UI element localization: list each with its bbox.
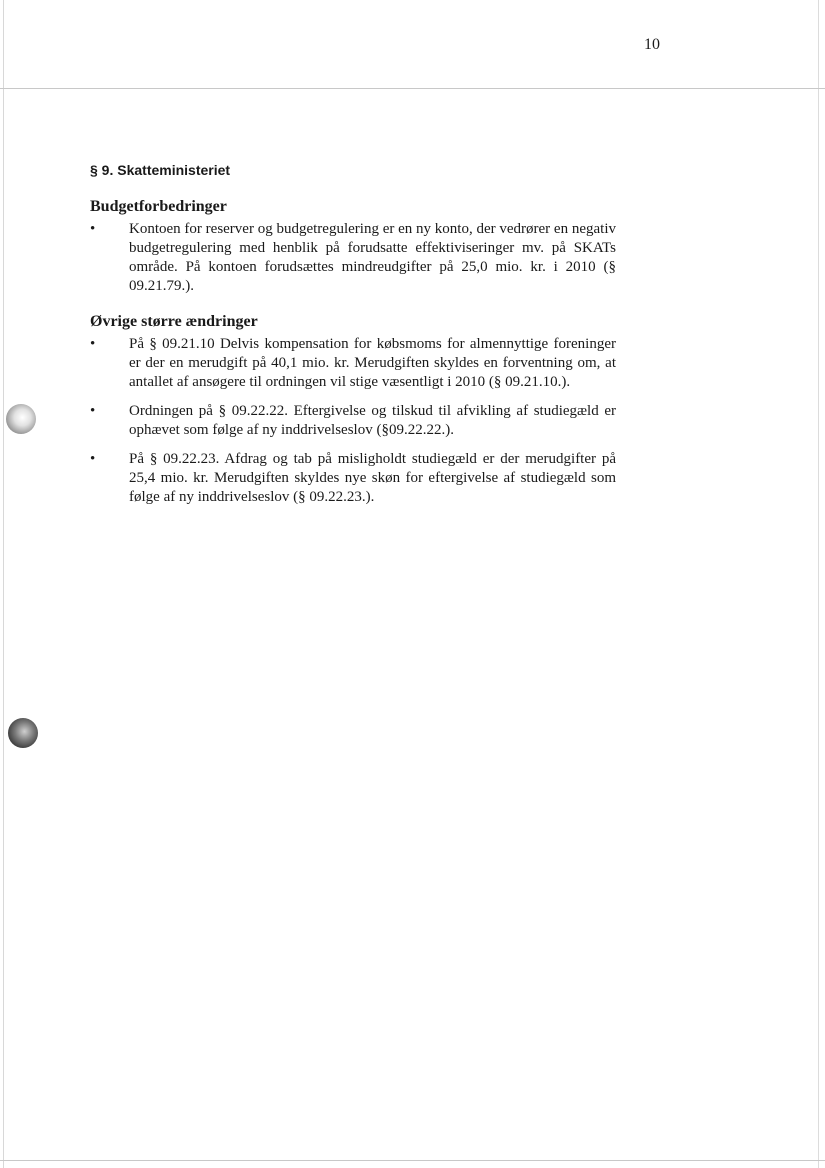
list-item-text: Ordningen på § 09.22.22. Eftergivelse og tilskud til afvikling af studiegæld er ophævet som følge af ny inddrivelseslov (§09.22.22.). bbox=[129, 403, 616, 438]
bullet-list-budgetforbedringer bbox=[90, 220, 616, 306]
punch-hole-icon bbox=[8, 718, 38, 748]
list-item bbox=[90, 220, 616, 296]
scan-edge-right bbox=[818, 0, 819, 1168]
heading-budgetforbedringer: Budgetforbedringer bbox=[90, 198, 227, 215]
bullet-icon: • bbox=[90, 403, 96, 419]
bullet-icon: • bbox=[90, 336, 96, 352]
scan-edge-bottom bbox=[0, 1160, 825, 1161]
list-item-text: På § 09.21.10 Delvis kompensation for købsmoms for almennyttige foreninger er der en merudgift på 40,1 mio. kr. Merudgiften skyldes en forventning om, at antallet af ansøgere til ordningen vil stige væsentligt i 2010 (§ 09.21.10.). bbox=[129, 336, 616, 390]
scan-edge-left bbox=[3, 0, 4, 1168]
list-item bbox=[90, 450, 616, 507]
heading-oevrige-stoerre-aendringer: Øvrige større ændringer bbox=[90, 313, 258, 330]
header-divider bbox=[0, 88, 825, 89]
bullet-list-oevrige-aendringer bbox=[90, 335, 616, 517]
page-number: 10 bbox=[644, 36, 660, 53]
section-title: § 9. Skatteministeriet bbox=[90, 162, 231, 178]
bullet-icon: • bbox=[90, 451, 96, 467]
list-item-text: På § 09.22.23. Afdrag og tab på misligholdt studiegæld er der merudgifter på 25,4 mio. kr. Merudgiften skyldes nye skøn for eftergivelse af studiegæld som følge af ny inddrivelseslov (§ 09.22.23.). bbox=[129, 451, 616, 505]
bullet-icon: • bbox=[90, 221, 96, 237]
list-item-text: Kontoen for reserver og budgetregulering er en ny konto, der vedrører en negativ budgetregulering med henblik på forudsatte effektiviseringer mv. på SKATs område. På kontoen forudsættes mindreudgifter på 25,0 mio. kr. i 2010 (§ 09.21.79.). bbox=[129, 221, 616, 294]
list-item bbox=[90, 402, 616, 440]
list-item bbox=[90, 335, 616, 392]
punch-hole-icon bbox=[6, 404, 36, 434]
